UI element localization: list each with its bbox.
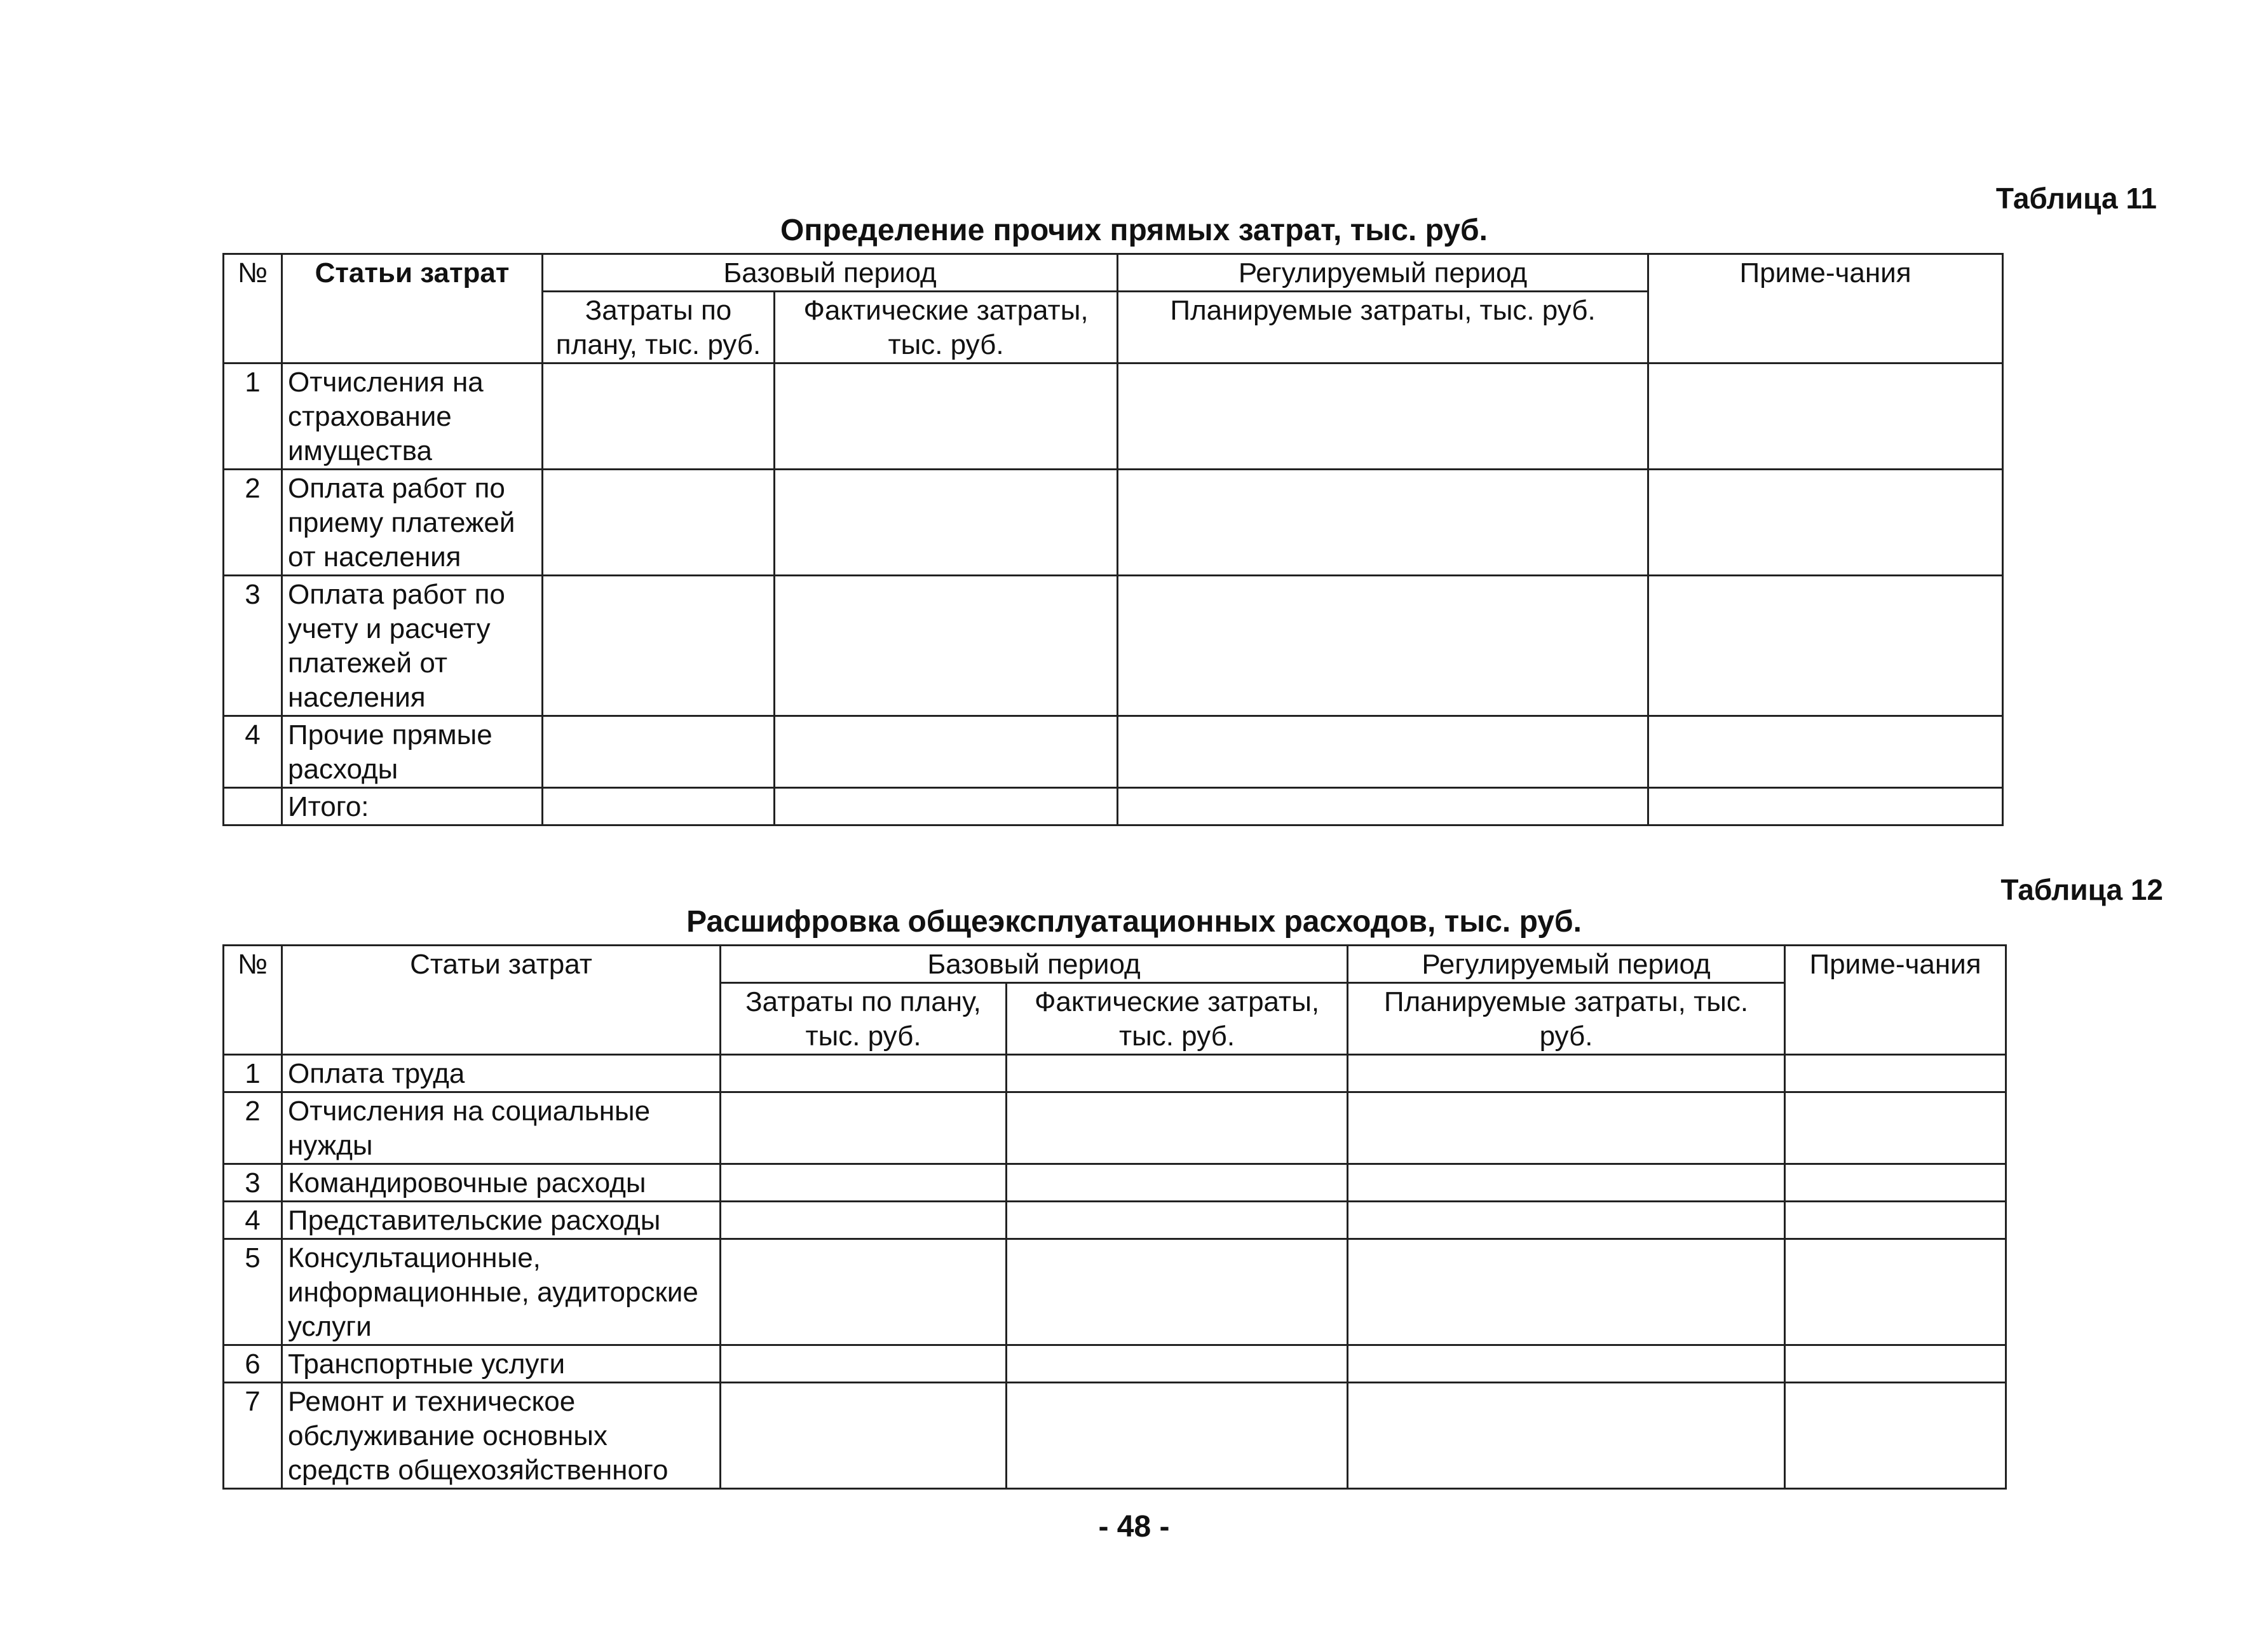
table-row [224,1345,2006,1383]
cell[interactable] [543,363,775,470]
cell[interactable] [775,576,1118,716]
header-notes: Приме-чания [1648,254,2003,363]
cell[interactable] [721,1239,1007,1345]
cell[interactable] [1785,1164,2006,1202]
table-row [224,1164,2006,1202]
cell[interactable] [543,470,775,576]
header-actual-costs: Фактические затраты, тыс. руб. [1007,983,1348,1055]
cell[interactable] [1785,1383,2006,1489]
cell[interactable] [1007,1055,1348,1092]
cell[interactable] [721,1164,1007,1202]
cell[interactable] [1785,1092,2006,1164]
row-item: Оплата труда [282,1055,721,1092]
cell[interactable] [1785,1055,2006,1092]
row-num: 1 [224,1055,282,1092]
table-row [224,1202,2006,1239]
header-planned-costs: Планируемые затраты, тыс. руб. [1118,292,1648,363]
table-row [224,1055,2006,1092]
cell[interactable] [543,788,775,825]
cell[interactable] [1007,1202,1348,1239]
cell[interactable] [1348,1239,1785,1345]
row-num: 1 [224,363,282,470]
cell[interactable] [1118,576,1648,716]
cell[interactable] [775,716,1118,788]
table-12-label: Таблица 12 [2000,873,2163,906]
cell[interactable] [1007,1164,1348,1202]
row-num: 4 [224,716,282,788]
cell[interactable] [1348,1383,1785,1489]
header-plan-costs: Затраты по плану, тыс. руб. [721,983,1007,1055]
table-12 [222,944,2007,1490]
header-planned-costs: Планируемые затраты, тыс. руб. [1348,983,1785,1055]
cell[interactable] [721,1055,1007,1092]
row-item: Оплата работ по приему платежей от населения [282,470,543,576]
cell[interactable] [1118,716,1648,788]
row-num: 3 [224,576,282,716]
table-11-title: Определение прочих прямых затрат, тыс. руб. [780,214,1488,247]
header-item: Статьи затрат [282,946,721,1055]
row-item: Представительские расходы [282,1202,721,1239]
cell[interactable] [1348,1202,1785,1239]
row-item: Транспортные услуги [282,1345,721,1383]
table-row [224,576,2003,716]
cell[interactable] [1648,716,2003,788]
row-num: 3 [224,1164,282,1202]
cell[interactable] [721,1383,1007,1489]
table-row [224,1092,2006,1164]
table-11-label: Таблица 11 [1995,182,2157,215]
row-item: Прочие прямые расходы [282,716,543,788]
header-base-period: Базовый период [721,946,1348,983]
cell[interactable] [1007,1092,1348,1164]
header-plan-costs: Затраты по плану, тыс. руб. [543,292,775,363]
cell[interactable] [1118,788,1648,825]
cell[interactable] [1348,1055,1785,1092]
row-item: Оплата работ по учету и расчету платежей от населения [282,576,543,716]
header-item: Статьи затрат [282,254,543,363]
table-row [224,1383,2006,1489]
row-num: 6 [224,1345,282,1383]
row-num: 2 [224,470,282,576]
row-item: Итого: [282,788,543,825]
row-item: Командировочные расходы [282,1164,721,1202]
cell[interactable] [721,1345,1007,1383]
cell[interactable] [775,788,1118,825]
row-item: Отчисления на социальные нужды [282,1092,721,1164]
table-row [224,470,2003,576]
cell[interactable] [1348,1164,1785,1202]
cell[interactable] [1007,1345,1348,1383]
row-num: 4 [224,1202,282,1239]
header-base-period: Базовый период [543,254,1118,292]
cell[interactable] [1007,1239,1348,1345]
cell[interactable] [721,1202,1007,1239]
cell[interactable] [721,1092,1007,1164]
table-11 [222,253,2004,826]
header-num: № [224,946,282,1055]
row-item: Отчисления на страхование имущества [282,363,543,470]
cell[interactable] [1648,576,2003,716]
cell[interactable] [1348,1345,1785,1383]
cell[interactable] [775,363,1118,470]
cell[interactable] [1118,470,1648,576]
cell[interactable] [1648,788,2003,825]
header-regulated-period: Регулируемый период [1118,254,1648,292]
table-row [224,1239,2006,1345]
header-regulated-period: Регулируемый период [1348,946,1785,983]
header-actual-costs: Фактические затраты, тыс. руб. [775,292,1118,363]
cell[interactable] [543,576,775,716]
cell[interactable] [1785,1239,2006,1345]
cell[interactable] [543,716,775,788]
page-number: - 48 - [1098,1510,1170,1544]
cell[interactable] [1118,363,1648,470]
cell[interactable] [1785,1345,2006,1383]
table-12-title: Расшифровка общеэксплуатационных расходов, тыс. руб. [686,905,1582,939]
table-row [224,716,2003,788]
row-num [224,788,282,825]
row-item: Ремонт и техническое обслуживание основных средств общехозяйственного [282,1383,721,1489]
row-num: 5 [224,1239,282,1345]
header-num: № [224,254,282,363]
cell[interactable] [1648,363,2003,470]
cell[interactable] [1348,1092,1785,1164]
row-num: 2 [224,1092,282,1164]
cell[interactable] [1785,1202,2006,1239]
cell[interactable] [1648,470,2003,576]
row-item: Консультационные, информационные, аудиторские услуги [282,1239,721,1345]
header-notes: Приме-чания [1785,946,2006,1055]
cell[interactable] [775,470,1118,576]
row-num: 7 [224,1383,282,1489]
cell[interactable] [1007,1383,1348,1489]
table-row [224,363,2003,470]
table-row-total [224,788,2003,825]
